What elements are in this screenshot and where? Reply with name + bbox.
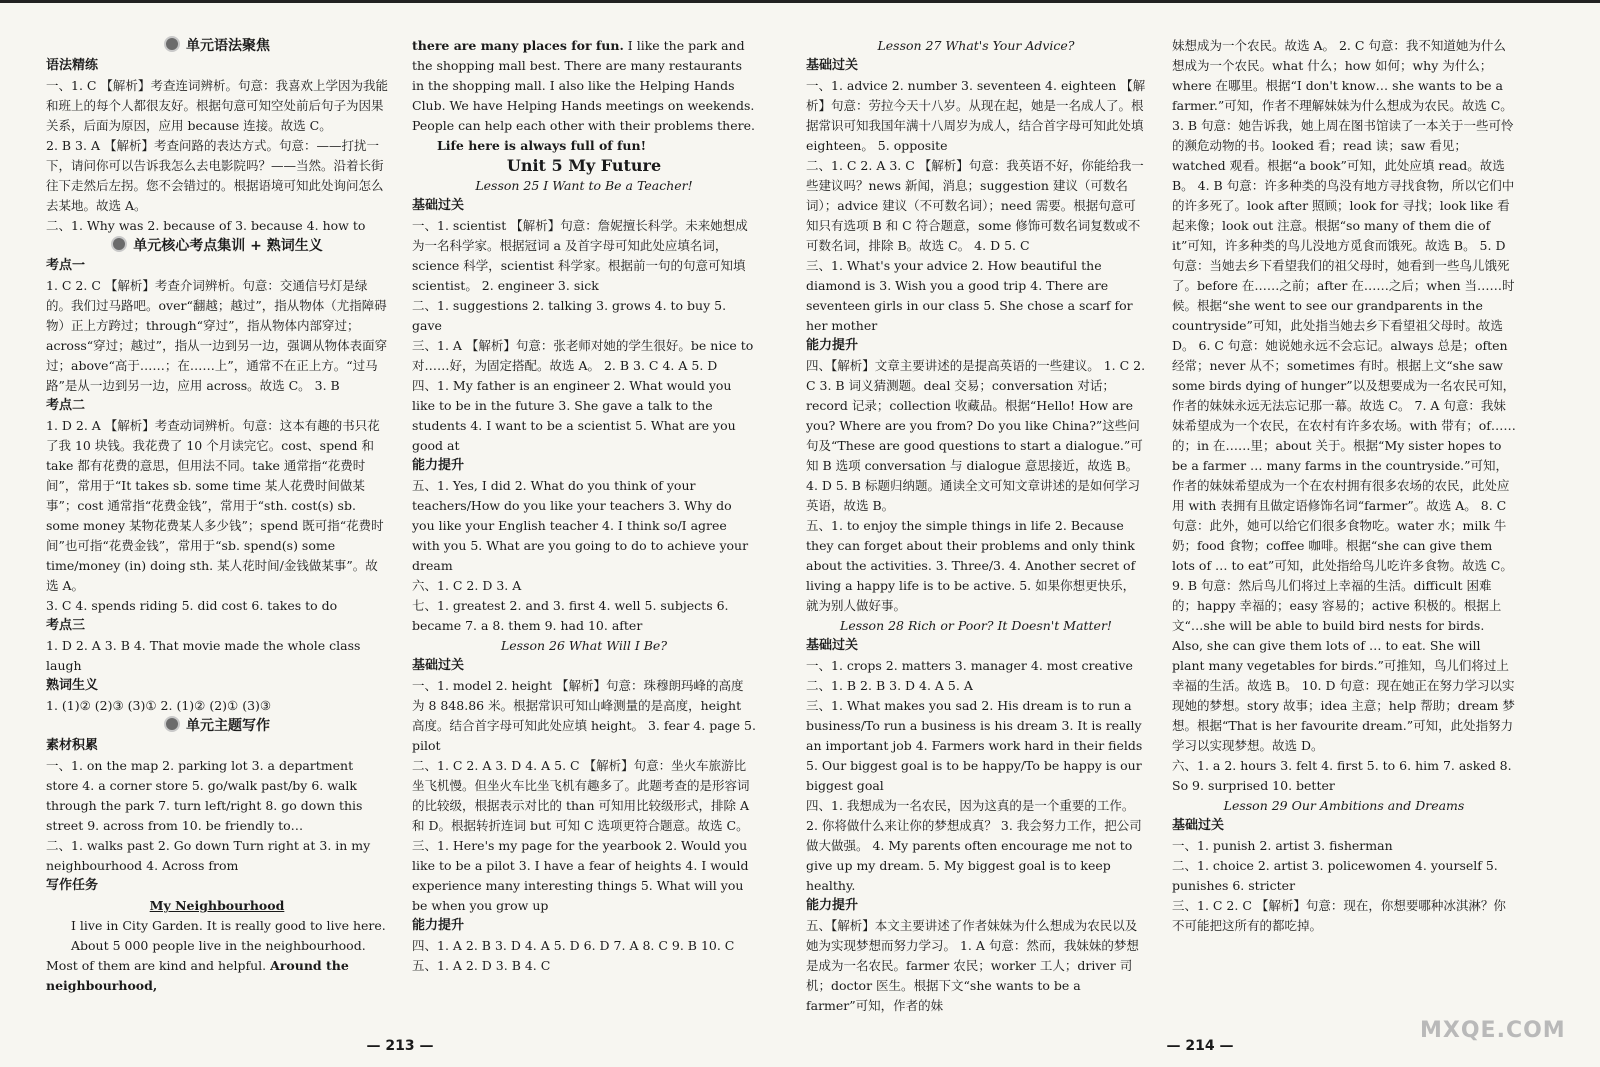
answer-paragraph: 四、【解析】文章主要讲述的是提高英语的一些建议。 1. C 2. C 3. B 词义猜测题。deal 交易；conversation 对话；record 记录；collection 收藏品。根据“Hello! How are you? Where are you from? Do you like China?”这些问句及“These are good questions to start a dialogue.”可知 B 选项 conversation 与 dialogue 意思接近，故选 B。 4. D 5. B 标题归纳题。通读全文可知文章讲述的是如何学习英语，故选 B。 (806, 358, 1146, 513)
lesson-title: Lesson 29 Our Ambitions and Dreams (1223, 798, 1465, 813)
answer-paragraph: 2. B 3. A 【解析】考查问路的表达方式。句意：——打扰一下，请问你可以告诉我怎么去电影院吗？——当然。沿着长街往下走然后左拐。您不会错过的。根据语境可知此处询问怎么去某地。故选 A。 (46, 138, 384, 213)
subheading: 能力提升 (806, 898, 859, 913)
section-bullet-icon (111, 236, 127, 252)
answer-paragraph: 二、1. C 2. A 3. D 4. A 5. C 【解析】句意：坐火车旅游比坐飞机慢。但坐火车比坐飞机有趣多了。此题考查的是形容词的比较级，根据表示对比的 than 可知用比较级形式，排除 A 和 D。根据转折连词 but 可知 C 选项更符合题意。故选 C。 (412, 758, 750, 833)
answer-paragraph: 一、1. on the map 2. parking lot 3. a department store 4. a corner store 5. go/walk past/by 6. walk through the park 7. turn left/right 8. go down this street 9. across from 10. be friendly to… (46, 758, 363, 833)
subheading: 基础过关 (1172, 818, 1225, 833)
answer-paragraph: 二、1. walks past 2. Go down Turn right at 3. in my neighbourhood 4. Across from (46, 838, 371, 873)
answer-paragraph: 一、1. model 2. height 【解析】句意：珠穆朗玛峰的高度为 8 848.86 米。根据常识可知山峰测量的是高度，height 高度。结合首字母可知此处应填 height。 3. fear 4. page 5. pilot (412, 678, 756, 753)
answer-paragraph: 3. C 4. spends riding 5. did cost 6. takes to do (46, 598, 338, 613)
right-page-column-2 (1172, 36, 1516, 1016)
answer-paragraph: 四、1. 我想成为一名农民，因为这真的是一个重要的工作。 2. 你将做什么来让你的梦想成真？ 3. 我会努力工作，把公司做大做强。 4. My parents often encourage me not to give up my dream. 5. My biggest goal is to keep healthy. (806, 798, 1142, 893)
answer-paragraph: 七、1. greatest 2. and 3. first 4. well 5. subjects 6. became 7. a 8. them 9. had 10. after (412, 598, 729, 633)
subheading: 素材积累 (46, 738, 99, 753)
answer-paragraph: 四、1. A 2. B 3. D 4. A 5. D 6. D 7. A 8. C 9. B 10. C (412, 938, 735, 953)
top-rule (0, 0, 1600, 3)
answer-paragraph: 一、1. crops 2. matters 3. manager 4. most creative (806, 658, 1133, 673)
section-bullet-icon (164, 36, 180, 52)
left-page-column-2 (412, 36, 756, 1016)
page-213 (0, 36, 800, 1067)
answer-paragraph: 一、1. scientist 【解析】句意：詹妮擅长科学。未来她想成为一名科学家。根据冠词 a 及首字母可知此处应填名词，science 科学，scientist 科学家。根据前一句的句意可知填 scientist。 2. engineer 3. sick (412, 218, 748, 293)
watermark-logo: MXQE.COM (1420, 1018, 1566, 1043)
answer-paragraph: 1. C 2. C 【解析】考查介词辨析。句意：交通信号灯是绿的。我们过马路吧。over“翻越；越过”，指从物体（尤指障碍物）正上方跨过；through“穿过”，指从物体内部穿过；across“穿过；越过”，指从一边到另一边，强调从物体表面穿过；above“高于……；在……上”，通常不在正上方。“过马路”是从一边到另一边，应用 across。故选 C。 3. B (46, 278, 388, 393)
section-title: 单元核心考点集训 + 熟词生义 (46, 236, 388, 256)
answer-paragraph: 三、1. Here's my page for the yearbook 2. Would you like to be a pilot 3. I have a fear of heights 4. I would experience many interesting things 5. What will you be when you grow up (412, 838, 749, 913)
answer-paragraph: 三、1. C 2. C 【解析】句意：现在，你想要哪种冰淇淋？你不可能把这所有的都吃掉。 (1172, 898, 1506, 933)
answer-paragraph: 五、1. A 2. D 3. B 4. C (412, 958, 551, 973)
answer-paragraph: 二、1. choice 2. artist 3. policewomen 4. yourself 5. punishes 6. stricter (1172, 858, 1498, 893)
answer-paragraph: 1. D 2. A 3. B 4. That movie made the whole class laugh (46, 638, 361, 673)
unit-title: Unit 5 My Future (506, 156, 662, 175)
subheading: 基础过关 (806, 638, 859, 653)
subheading: 考点一 (46, 258, 86, 273)
subheading: 写作任务 (46, 878, 99, 893)
answer-paragraph: 五、【解析】本文主要讲述了作者妹妹为什么想成为农民以及她为实现梦想而努力学习。 1. A 句意：然而，我妹妹的梦想是成为一名农民。farmer 农民；worker 工人；driver 司机；doctor 医生。根据下文“she wants to be a farmer”可知，作者的妹 (806, 918, 1139, 1013)
lesson-title: Lesson 27 What's Your Advice? (877, 38, 1075, 53)
subheading: 基础过关 (412, 658, 465, 673)
essay-paragraph: Life here is always full of fun! (437, 138, 647, 153)
answer-paragraph: 1. D 2. A 【解析】考查动词辨析。句意：这本有趣的书只花了我 10 块钱。我花费了 10 个月读完它。cost、spend 和 take 都有花费的意思，但用法不同。take 通常指“花费时间”，常用于“It takes sb. some time 某人花费时间做某事”；cost 通常指“花费金钱”，常用于“sth. cost(s) sb. some money 某物花费某人多少钱”；spend 既可指“花费时间”也可指“花费金钱”，常用于“sb. spend(s) some time/money (in) doing sth. 某人花时间/金钱做某事”。故选 A。 (46, 418, 384, 593)
subheading: 能力提升 (806, 338, 859, 353)
subheading: 考点三 (46, 618, 86, 633)
subheading: 基础过关 (806, 58, 859, 73)
answer-paragraph: 二、1. C 2. A 3. C 【解析】句意：我英语不好，你能给我一些建议吗？news 新闻，消息；suggestion 建议（可数名词）；advice 建议（不可数名词）；need 需要。根据句意可知只有选项 B 和 C 符合题意，some 修饰可数名词复数或不可数名词，排除 B。故选 C。 4. D 5. C (806, 158, 1144, 253)
page-number: — 214 — (1166, 1038, 1234, 1054)
answer-paragraph: 三、1. A 【解析】句意：张老师对她的学生很好。be nice to 对……好，为固定搭配。故选 A。 2. B 3. C 4. A 5. D (412, 338, 754, 373)
subheading: 语法精练 (46, 58, 99, 73)
essay-paragraph: there are many places for fun. I like the park and the shopping mall best. There are many restaurants in the shopping mall. I also like the Helping Hands Club. We have Helping Hands meetings on weekends. People can help each other with their problems there. (412, 38, 755, 133)
lesson-title: Lesson 28 Rich or Poor? It Doesn't Matter! (840, 618, 1112, 633)
answer-paragraph: 一、1. advice 2. number 3. seventeen 4. eighteen 【解析】句意：劳拉今天十八岁。从现在起，她是一名成人了。根据常识可知我国年满十八周岁为成人，结合首字母可知此处填 eighteen。 5. opposite (806, 78, 1146, 153)
right-page-column-1 (806, 36, 1146, 1016)
subheading: 熟词生义 (46, 678, 99, 693)
subheading: 考点二 (46, 398, 86, 413)
essay-paragraph: I live in City Garden. It is really good to live here. (71, 918, 386, 933)
answer-paragraph: 三、1. What makes you sad 2. His dream is to run a business/To run a business is his dream 3. It is really an important job 4. Farmers work hard in their fields 5. Our biggest goal is to be happy/To be happy is our biggest goal (806, 698, 1143, 793)
answer-paragraph: 一、1. punish 2. artist 3. fisherman (1172, 838, 1393, 853)
essay-paragraph: About 5 000 people live in the neighbourhood. Most of them are kind and helpful. Around the neighbourhood, (46, 938, 366, 993)
left-page-column-1 (46, 36, 388, 1016)
answer-paragraph: 六、1. C 2. D 3. A (412, 578, 522, 593)
answer-paragraph: 四、1. My father is an engineer 2. What would you like to be in the future 3. She gave a talk to the students 4. I want to be a scientist 5. What are you good at (412, 378, 736, 453)
answer-paragraph: 六、1. a 2. hours 3. felt 4. first 5. to 6. him 7. asked 8. So 9. surprised 10. better (1172, 758, 1512, 793)
answer-paragraph: 1. (1)② (2)③ (3)① 2. (1)② (2)① (3)③ (46, 698, 272, 713)
answer-paragraph: 二、1. Why was 2. because of 3. because 4. how to (46, 218, 366, 233)
answer-paragraph: 五、1. to enjoy the simple things in life 2. Because they can forget about their problems and only think about the activities. 3. Three/3. 4. Another secret of living a happy life is to be active. 5. 如果你想更快乐，就为别人做好事。 (806, 518, 1136, 613)
page-214 (800, 36, 1600, 1067)
answer-paragraph: 二、1. B 2. B 3. D 4. A 5. A (806, 678, 973, 693)
lesson-title: Lesson 25 I Want to Be a Teacher! (475, 178, 693, 193)
lesson-title: Lesson 26 What Will I Be? (500, 638, 668, 653)
answer-paragraph: 五、1. Yes, I did 2. What do you think of your teachers/How do you like your teachers 3. Why do you like your English teacher 4. I think so/I agree with you 5. What are you going to do to achieve your dream (412, 478, 749, 573)
subheading: 能力提升 (412, 458, 465, 473)
section-title: 单元主题写作 (46, 716, 388, 736)
answer-paragraph: 一、1. C 【解析】考查连词辨析。句意：我喜欢上学因为我能和班上的每个人都很友好。根据句意可知空处前后句子为因果关系，后面为原因，应用 because 连接。故选 C。 (46, 78, 388, 133)
section-title: 单元语法聚焦 (46, 36, 388, 56)
essay-title: My Neighbourhood (149, 898, 285, 913)
subheading: 基础过关 (412, 198, 465, 213)
answer-paragraph: 三、1. What's your advice 2. How beautiful the diamond is 3. Wish you a good trip 4. There are seventeen girls in our class 5. She chose a scarf for her mother (806, 258, 1133, 333)
subheading: 能力提升 (412, 918, 465, 933)
answer-paragraph: 二、1. suggestions 2. talking 3. grows 4. to buy 5. gave (412, 298, 727, 333)
answer-paragraph: 妹想成为一个农民。故选 A。 2. C 句意：我不知道她为什么想成为一个农民。what 什么；how 如何；why 为什么；where 在哪里。根据“I don't know… she wants to be a farmer.”可知，作者不理解妹妹为什么想成为农民。故选 C。 3. B 句意：她告诉我，她上周在图书馆读了一本关于一些可怜的濒危动物的书。looked 看；read 读；saw 看见；watched 观看。根据“a book”可知，此处应填 read。故选 B。 4. B 句意：许多种类的鸟没有地方寻找食物，所以它们中的许多死了。look after 照顾；look for 寻找；look like 看起来像；look out 注意。根据“so many of them die of it”可知，许多种类的鸟儿没地方觅食而饿死。故选 B。 5. D 句意：当她去乡下看望我们的祖父母时，她看到一些鸟儿饿死了。before 在……之前；after 在……之后；when 当……时候。根据“she went to see our grandparents in the countryside”可知，此处指当她去乡下看望祖父母时。故选 D。 6. C 句意：她说她永远不会忘记。always 总是；often 经常；never 从不；sometimes 有时。根据上文“she saw some birds dying of hunger”以及想要成为一名农民可知，作者的妹妹永远无法忘记那一幕。故选 C。 7. A 句意：我妹妹希望成为一个农民，在农村有许多农场。with 带有；of……的；in 在……里；about 关于。根据“My sister hopes to be a farmer … many farms in the countryside.”可知，作者的妹妹希望成为一个在农村拥有很多农场的农民，此处应用 with 表拥有且做定语修饰名词“farmer”。故选 A。 8. C 句意：此外，她可以给它们很多食物吃。water 水；milk 牛奶；food 食物；coffee 咖啡。根据“she can give them lots of … to eat”可知，此处指给鸟儿吃许多食物。故选 C。 9. B 句意：然后鸟儿们将过上幸福的生活。difficult 困难的；happy 幸福的；easy 容易的；active 积极的。根据上文“…she will be able to build bird nests for birds. Also, she can give them lots of … to eat. She will plant many vegetables for birds.”可推知，鸟儿们将过上幸福的生活。故选 B。 10. D 句意：现在她正在努力学习以实现她的梦想。story 故事；idea 主意；help 帮助；dream 梦想。根据“That is her favourite dream.”可知，此处指努力学习以实现梦想。故选 D。 (1172, 38, 1516, 753)
section-bullet-icon (164, 716, 180, 732)
page-number: — 213 — (366, 1038, 434, 1054)
